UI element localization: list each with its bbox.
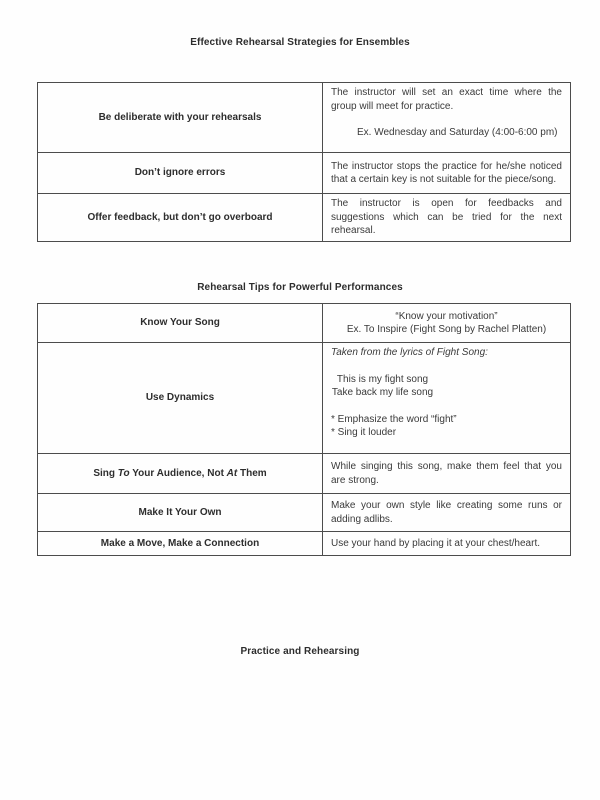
- blank-line: [331, 113, 562, 126]
- tip-term-cell: Make a Move, Make a Connection: [38, 532, 323, 556]
- heading-rehearsal-tips: Rehearsal Tips for Powerful Performances: [197, 282, 403, 293]
- definition-text: The instructor stops the practice for he/she noticed that a certain key is not suitable for the piece/song.: [331, 160, 562, 185]
- strategy-definition-cell: [323, 153, 571, 194]
- tip-term-cell: Make It Your Own: [38, 494, 323, 532]
- example-text: Ex. Wednesday and Saturday (4:00-6:00 pm): [357, 127, 558, 138]
- lyrics-intro-text: Taken from the lyrics of Fight Song:: [331, 347, 488, 358]
- blank-line: [331, 360, 562, 373]
- strategy-term-cell: Offer feedback, but don’t go overboard: [38, 194, 323, 242]
- strategy-term-cell: Be deliberate with your rehearsals: [38, 83, 323, 153]
- performance-tips-table: [37, 303, 571, 556]
- lyric-line: Take back my life song: [331, 387, 434, 398]
- strategy-definition-cell: [323, 194, 571, 242]
- table-row: [38, 454, 571, 494]
- tip-definition-cell: [323, 454, 571, 494]
- definition-text: Make your own style like creating some runs or adding adlibs.: [331, 500, 562, 525]
- table-row: [38, 343, 571, 454]
- heading-practice-and-rehearsing: Practice and Rehearsing: [240, 646, 360, 657]
- table-row: [38, 194, 571, 242]
- strategy-definition-cell: [323, 83, 571, 153]
- definition-text: The instructor will set an exact time where the group will meet for practice.: [331, 87, 562, 112]
- table-row: [38, 304, 571, 343]
- tip-term-cell: Know Your Song: [38, 304, 323, 343]
- tip-definition-cell: [323, 494, 571, 532]
- lyrics-block: [331, 373, 434, 400]
- heading-effective-rehearsal-strategies: Effective Rehearsal Strategies for Ensembles: [190, 37, 410, 48]
- bullet-line: * Sing it louder: [331, 427, 397, 438]
- table-row: [38, 83, 571, 153]
- bullet-line: * Emphasize the word “fight”: [331, 413, 457, 425]
- table-row: [38, 494, 571, 532]
- term-text-segment: Them: [237, 467, 267, 479]
- strategy-term-cell: Don’t ignore errors: [38, 153, 323, 194]
- tip-definition-cell: [323, 304, 571, 343]
- quote-text: “Know your motivation”: [395, 310, 498, 322]
- table-row: [38, 532, 571, 556]
- table-row: [38, 153, 571, 194]
- tip-definition-cell: [323, 343, 571, 454]
- tip-definition-cell: [323, 532, 571, 556]
- definition-text: Use your hand by placing it at your chest/heart.: [331, 537, 541, 549]
- rehearsal-strategies-table: [37, 82, 571, 242]
- example-text: Ex. To Inspire (Fight Song by Rachel Platten): [346, 324, 547, 335]
- definition-text: The instructor is open for feedbacks and suggestions which can be tried for the next rehearsal.: [331, 198, 562, 236]
- term-text-italic-segment: At: [226, 467, 238, 479]
- tip-term-cell: Use Dynamics: [38, 343, 323, 454]
- lyric-line: This is my fight song: [336, 373, 429, 385]
- term-text-segment: Sing: [93, 467, 118, 479]
- blank-line: [331, 400, 562, 413]
- definition-text: While singing this song, make them feel that you are strong.: [331, 461, 562, 486]
- tip-term-cell: [38, 454, 323, 494]
- term-text-italic-segment: To: [117, 467, 130, 479]
- term-text-segment: Your Audience, Not: [129, 467, 227, 479]
